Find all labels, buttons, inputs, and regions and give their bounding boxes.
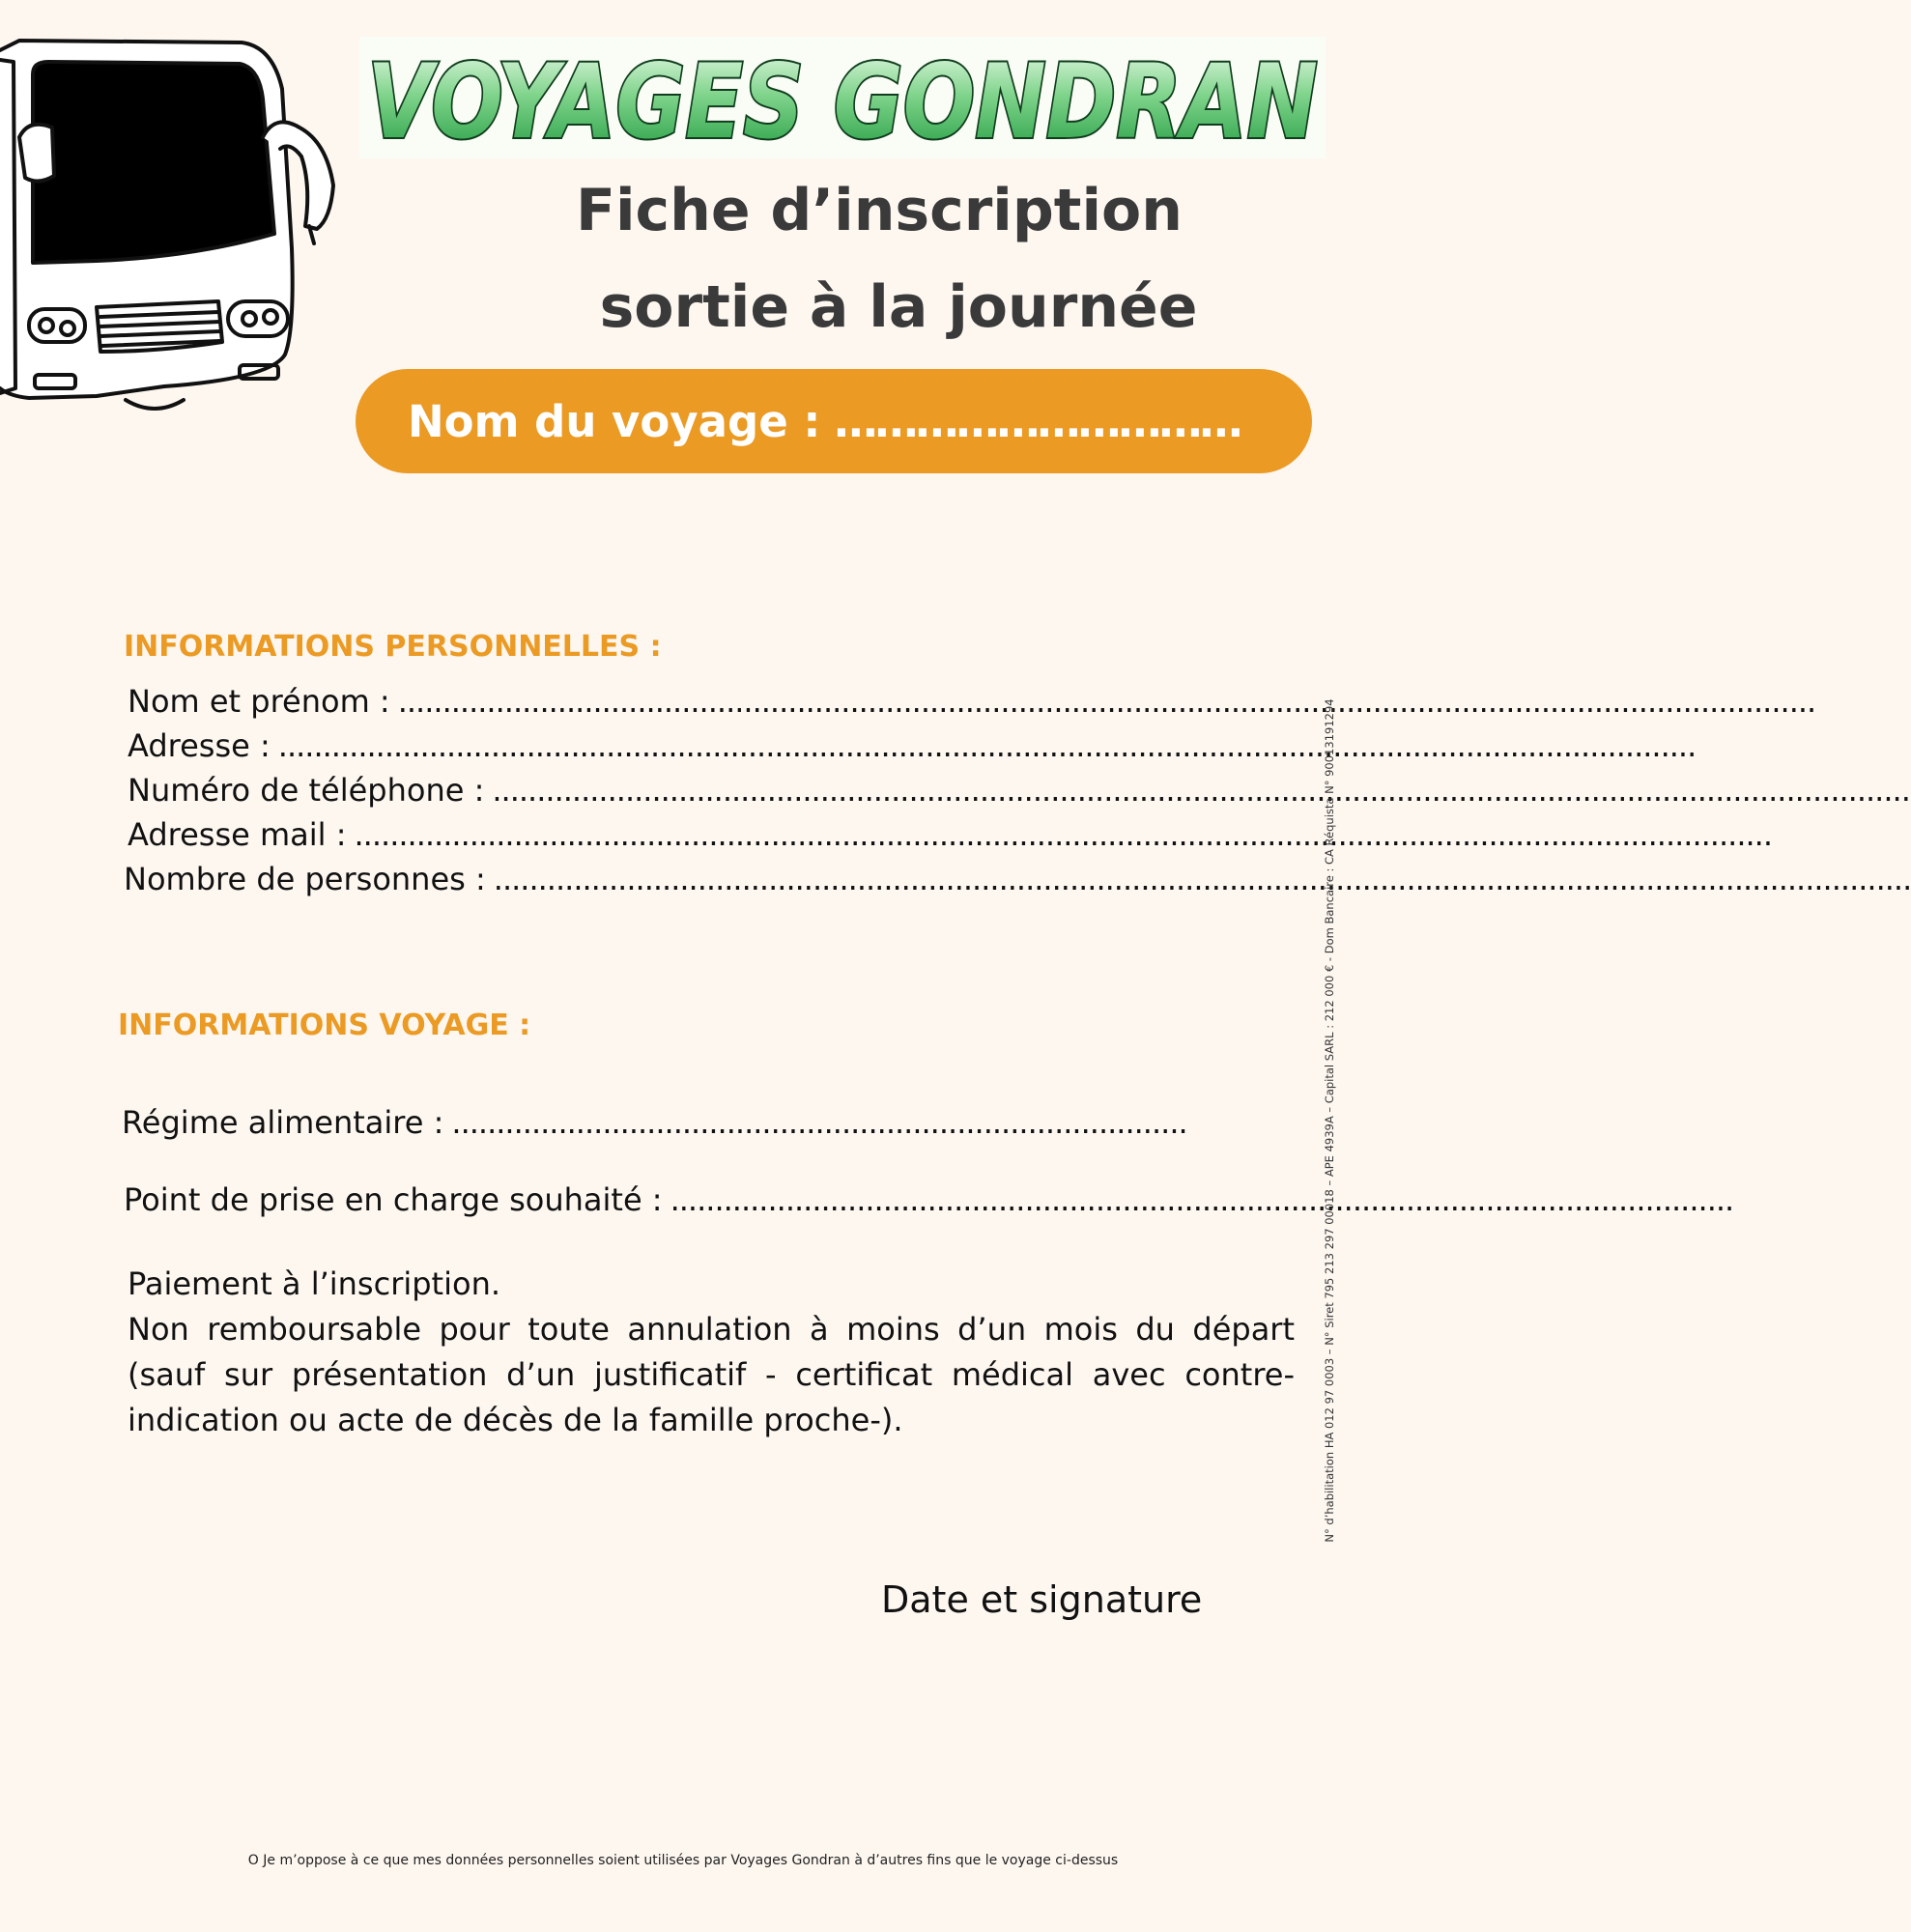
address-blank: ................................................................................................................................................................ [277,727,1697,764]
address-field[interactable] [128,727,1697,764]
diet-field[interactable] [122,1104,1187,1141]
pickup-point-blank: ........................................................................................................................ [670,1181,1734,1218]
email-label: Adresse mail : [128,816,347,853]
people-count-blank: ................................................................................................................................................................ [493,861,1911,897]
section-title-personal: INFORMATIONS PERSONNELLES : [124,630,662,664]
people-count-label: Nombre de personnes : [124,861,486,897]
trip-name-label: Nom du voyage : [408,395,821,447]
phone-field[interactable] [128,772,1910,809]
address-label: Adresse : [128,727,271,764]
refund-policy: Non remboursable pour toute annulation à moins d’un mois du départ (sauf sur présentation d’un justificatif - certificat médical avec contre-indication ou acte de décès de la famille proche-). [128,1311,1295,1438]
bus-illustration [0,21,338,408]
pickup-point-label: Point de prise en charge souhaité : [124,1181,663,1218]
page-title-line1: Fiche d’inscription [575,177,1183,244]
trip-name-banner[interactable] [356,369,1312,473]
diet-label: Régime alimentaire : [122,1104,444,1141]
date-signature-label: Date et signature [881,1578,1203,1621]
trip-name-blank: ………………………… [834,395,1241,447]
data-consent-checkbox[interactable]: O Je m’oppose à ce que mes données personnelles soient utilisées par Voyages Gondran à d’autres fins que le voyage ci-dessus [247,1853,1119,1868]
payment-conditions [128,1262,1295,1443]
legal-mentions: N° d’habilitation HA 012 97 0003 – N° Siret 795 213 297 00018 – APE 4939A – Capital SARL : 212 000 € - Dom Bancaire : CA Réquista N° 90013191294 [1323,698,1336,1543]
diet-blank: ................................................................................... [451,1104,1187,1141]
page-title-line2: sortie à la journée [599,273,1198,341]
name-blank: ................................................................................................................................................................ [397,683,1816,720]
phone-blank: ................................................................................................................................................................ [492,772,1910,809]
section-title-voyage: INFORMATIONS VOYAGE : [118,1009,531,1042]
people-count-field[interactable] [124,861,1911,897]
phone-label: Numéro de téléphone : [128,772,485,809]
email-field[interactable] [128,816,1772,853]
pickup-point-field[interactable] [124,1181,1734,1218]
name-label: Nom et prénom : [128,683,390,720]
logo-text: VOYAGES GONDRAN [367,43,1318,161]
name-field[interactable] [128,683,1816,720]
payment-line: Paiement à l’inscription. [128,1265,501,1302]
brand-logo [359,37,1326,161]
email-blank: ................................................................................................................................................................ [354,816,1772,853]
